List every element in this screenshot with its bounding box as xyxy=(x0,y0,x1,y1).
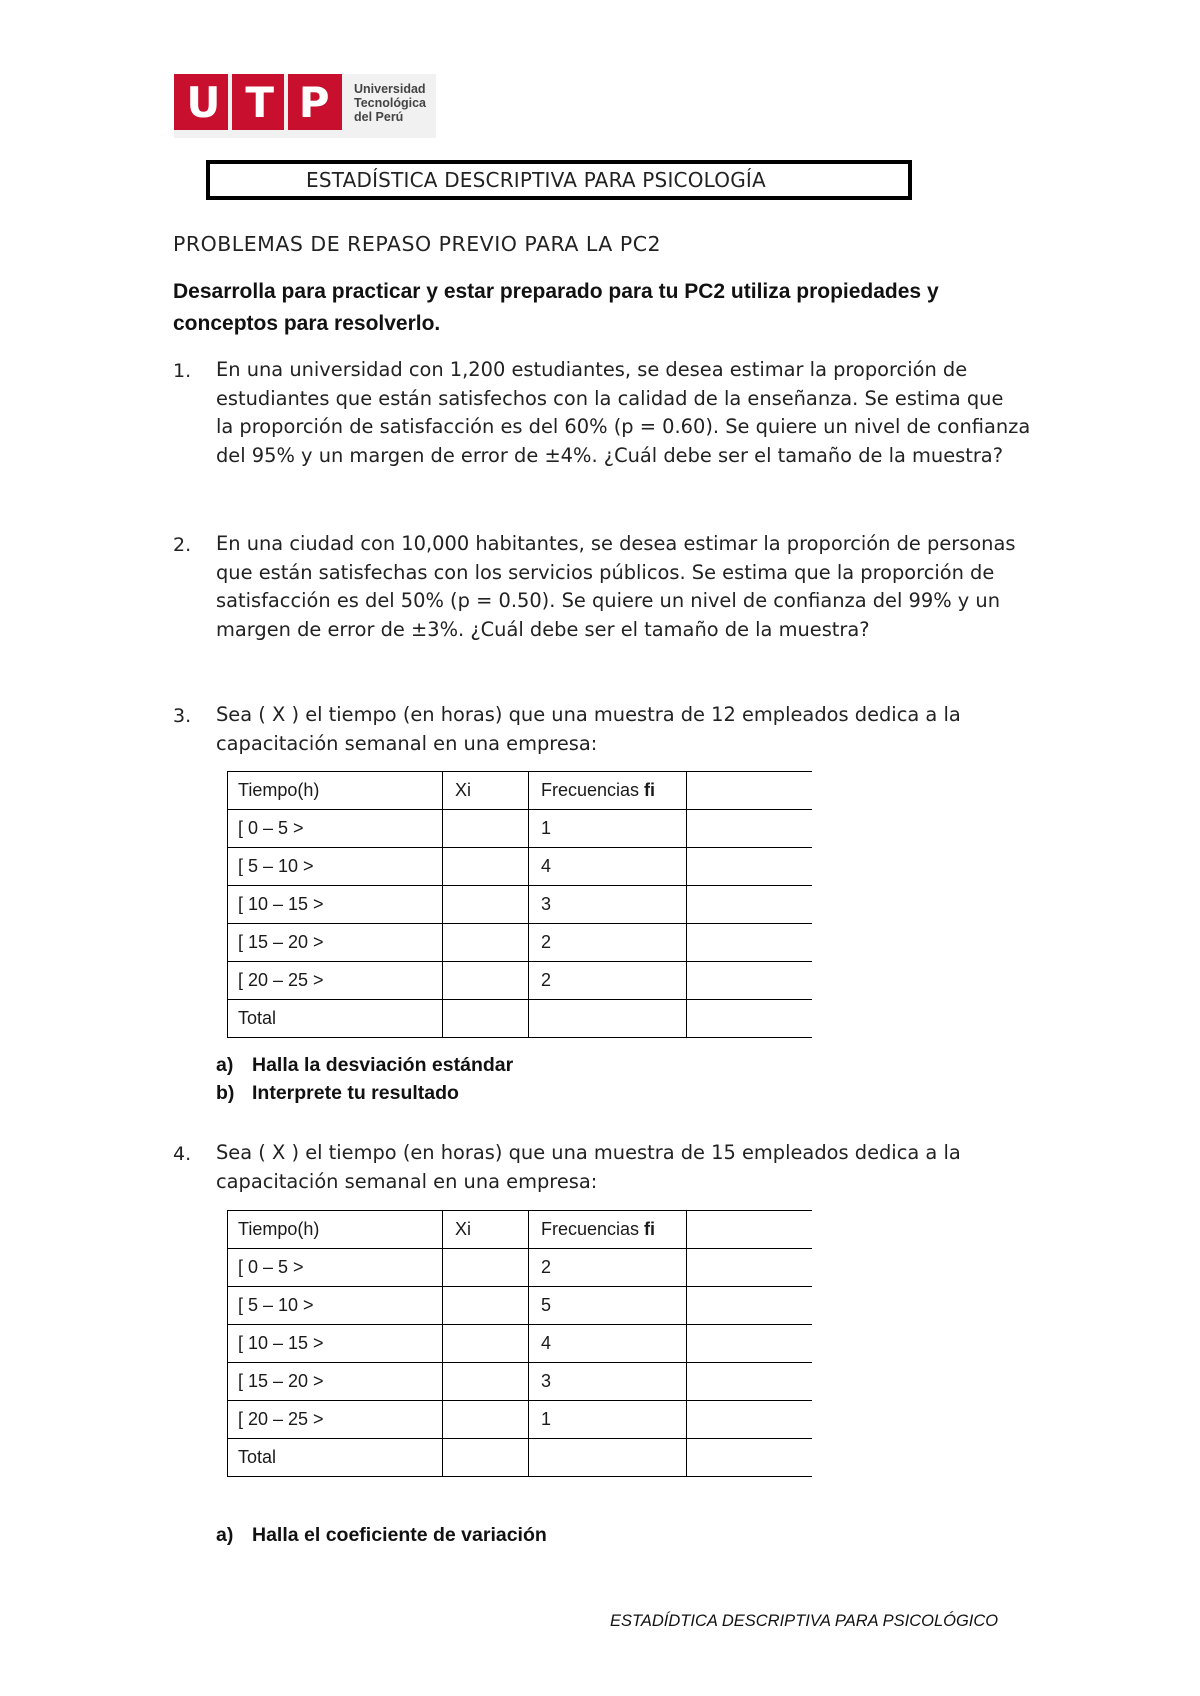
table-header-cell: Frecuencias fi xyxy=(529,772,687,810)
table-cell xyxy=(443,924,529,962)
table-cell: 2 xyxy=(529,1249,687,1287)
question-line: que están satisfechas con los servicios públicos. Se estima que la proporción de xyxy=(216,560,995,584)
table-header-cell xyxy=(687,1211,813,1249)
table-cell: 4 xyxy=(529,1325,687,1363)
table-cell xyxy=(687,962,813,1000)
table-row xyxy=(228,1249,813,1287)
utp-logo xyxy=(174,74,436,138)
frequency-table-q3 xyxy=(227,771,812,1038)
table-header-cell: Xi xyxy=(443,772,529,810)
table-cell: [ 0 – 5 > xyxy=(228,810,443,848)
table-header-row xyxy=(228,772,813,810)
question-line: la proporción de satisfacción es del 60% (p = 0.60). Se quiere un nivel de confianza xyxy=(216,415,1031,438)
table-cell: Total xyxy=(228,1000,443,1038)
intro-text xyxy=(173,276,973,340)
table-cell xyxy=(443,810,529,848)
question-3-text xyxy=(216,701,1046,758)
table-cell xyxy=(443,1439,529,1477)
logo-divider xyxy=(284,74,288,130)
table-cell xyxy=(443,848,529,886)
subquestion-label: b) xyxy=(216,1082,235,1104)
table-cell: [ 20 – 25 > xyxy=(228,1401,443,1439)
question-number: 4. xyxy=(173,1143,192,1165)
table-cell xyxy=(443,1363,529,1401)
table-cell xyxy=(443,886,529,924)
question-number: 2. xyxy=(173,534,192,556)
table-cell xyxy=(687,1287,813,1325)
table-cell xyxy=(687,1363,813,1401)
subquestion-label: a) xyxy=(216,1524,234,1546)
table-row xyxy=(228,886,813,924)
question-number: 3. xyxy=(173,705,192,727)
question-1-text xyxy=(216,356,1046,470)
logo-divider xyxy=(228,74,232,130)
table-cell xyxy=(687,1000,813,1038)
table-cell xyxy=(687,1439,813,1477)
frequency-table-q4 xyxy=(227,1210,812,1477)
table-row xyxy=(228,1287,813,1325)
question-2-text xyxy=(216,530,1046,644)
table-header-cell: Xi xyxy=(443,1211,529,1249)
table-header-cell xyxy=(687,772,813,810)
table-cell: [ 10 – 15 > xyxy=(228,886,443,924)
table-cell: 2 xyxy=(529,962,687,1000)
question-line: capacitación semanal en una empresa: xyxy=(216,1169,598,1193)
question-line: En una ciudad con 10,000 habitantes, se desea estimar la proporción de personas xyxy=(216,532,1016,555)
question-number: 1. xyxy=(173,360,192,382)
table-cell: [ 0 – 5 > xyxy=(228,1249,443,1287)
logo-text-line: Universidad xyxy=(354,82,426,96)
table-cell xyxy=(443,1000,529,1038)
table-cell: 5 xyxy=(529,1287,687,1325)
subquestion-text: Halla la desviación estándar xyxy=(252,1054,514,1076)
table-cell: 1 xyxy=(529,810,687,848)
intro-line: Desarrolla para practicar y estar preparado para tu PC2 utiliza propiedades y xyxy=(173,280,939,303)
table-cell: [ 20 – 25 > xyxy=(228,962,443,1000)
subquestion-text: Halla el coeficiente de variación xyxy=(252,1524,547,1546)
intro-line: conceptos para resolverlo. xyxy=(173,312,441,335)
table-cell xyxy=(687,848,813,886)
table-cell xyxy=(687,886,813,924)
logo-letter-p: P xyxy=(298,77,330,127)
page-heading: PROBLEMAS DE REPASO PREVIO PARA LA PC2 xyxy=(173,232,662,256)
table-cell xyxy=(443,1287,529,1325)
question-line: satisfacción es del 50% (p = 0.50). Se quiere un nivel de confianza del 99% y un xyxy=(216,589,1001,612)
logo-letter-t: T xyxy=(245,77,274,127)
subquestion-a xyxy=(216,1524,547,1547)
subquestion-a xyxy=(216,1054,513,1077)
table-cell: 3 xyxy=(529,1363,687,1401)
table-cell xyxy=(529,1000,687,1038)
table-total-row xyxy=(228,1000,813,1038)
table-row xyxy=(228,810,813,848)
table-total-row xyxy=(228,1439,813,1477)
table-row xyxy=(228,1325,813,1363)
logo-letters xyxy=(174,74,342,130)
table-cell: Total xyxy=(228,1439,443,1477)
table-header-cell: Frecuencias fi xyxy=(529,1211,687,1249)
table-cell: [ 5 – 10 > xyxy=(228,848,443,886)
table-cell xyxy=(687,924,813,962)
question-line: Sea ( X ) el tiempo (en horas) que una muestra de 15 empleados dedica a la xyxy=(216,1141,961,1164)
table-cell xyxy=(443,962,529,1000)
subquestion-label: a) xyxy=(216,1054,234,1076)
table-cell xyxy=(687,1401,813,1439)
table-cell: [ 10 – 15 > xyxy=(228,1325,443,1363)
question-4-text xyxy=(216,1139,1046,1196)
subquestion-text: Interprete tu resultado xyxy=(252,1082,459,1104)
table-cell xyxy=(529,1439,687,1477)
course-title: ESTADÍSTICA DESCRIPTIVA PARA PSICOLOGÍA xyxy=(306,168,766,192)
question-line: del 95% y un margen de error de ±4%. ¿Cuál debe ser el tamaño de la muestra? xyxy=(216,443,1003,467)
table-cell xyxy=(443,1401,529,1439)
table-cell xyxy=(687,1325,813,1363)
logo-letter-u: U xyxy=(186,77,221,127)
table-row xyxy=(228,1363,813,1401)
table-cell xyxy=(687,810,813,848)
question-line: estudiantes que están satisfechos con la calidad de la enseñanza. Se estima que xyxy=(216,386,1004,410)
logo-text-line: del Perú xyxy=(354,110,404,124)
table-cell: [ 5 – 10 > xyxy=(228,1287,443,1325)
table-header-cell: Tiempo(h) xyxy=(228,1211,443,1249)
table-cell: [ 15 – 20 > xyxy=(228,924,443,962)
table-header-cell: Tiempo(h) xyxy=(228,772,443,810)
question-line: En una universidad con 1,200 estudiantes, se desea estimar la proporción de xyxy=(216,358,968,381)
logo-university-name xyxy=(354,82,426,124)
table-row xyxy=(228,848,813,886)
question-line: capacitación semanal en una empresa: xyxy=(216,731,598,755)
table-cell: [ 15 – 20 > xyxy=(228,1363,443,1401)
course-title-box xyxy=(206,160,912,200)
table-cell: 3 xyxy=(529,886,687,924)
table-cell: 4 xyxy=(529,848,687,886)
question-line: margen de error de ±3%. ¿Cuál debe ser el tamaño de la muestra? xyxy=(216,617,870,641)
table-cell: 2 xyxy=(529,924,687,962)
table-cell xyxy=(687,1249,813,1287)
table-cell xyxy=(443,1325,529,1363)
table-cell xyxy=(443,1249,529,1287)
table-row xyxy=(228,924,813,962)
table-cell: 1 xyxy=(529,1401,687,1439)
table-row xyxy=(228,962,813,1000)
table-row xyxy=(228,1401,813,1439)
question-line: Sea ( X ) el tiempo (en horas) que una muestra de 12 empleados dedica a la xyxy=(216,703,961,726)
subquestion-b xyxy=(216,1082,459,1105)
logo-text-line: Tecnológica xyxy=(354,96,427,110)
table-header-row xyxy=(228,1211,813,1249)
page-footer: ESTADÍDTICA DESCRIPTIVA PARA PSICOLÓGICO xyxy=(610,1612,999,1630)
